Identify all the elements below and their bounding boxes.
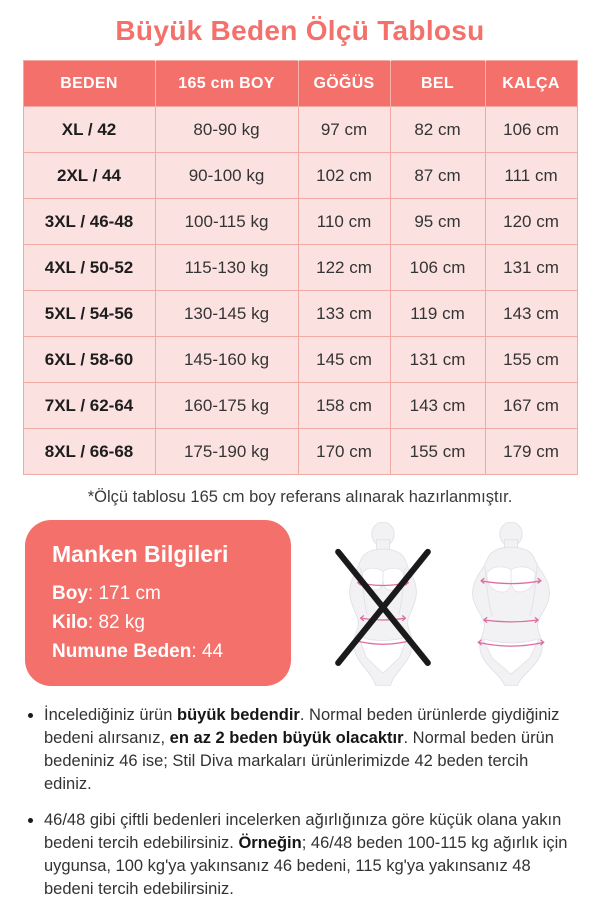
hip-cell: 111 cm <box>485 153 577 199</box>
waist-cell: 87 cm <box>390 153 485 199</box>
weight-cell: 175-190 kg <box>155 429 298 475</box>
size-cell: 3XL / 46-48 <box>23 199 155 245</box>
table-row <box>23 153 577 199</box>
hip-cell: 120 cm <box>485 199 577 245</box>
size-cell: 8XL / 66-68 <box>23 429 155 475</box>
header-boy: 165 cm BOY <box>155 61 298 107</box>
model-field-value: : 44 <box>191 641 224 662</box>
table-row <box>23 383 577 429</box>
header-gogus: GÖĞÜS <box>298 61 390 107</box>
header-bel: BEL <box>390 61 485 107</box>
crossed-slim-figure-illustration <box>327 522 439 690</box>
size-cell: 2XL / 44 <box>23 153 155 199</box>
waist-cell: 95 cm <box>390 199 485 245</box>
size-cell: XL / 42 <box>23 107 155 153</box>
model-sample-size-field <box>52 637 271 666</box>
table-header-row <box>23 61 577 107</box>
weight-cell: 115-130 kg <box>155 245 298 291</box>
bust-cell: 170 cm <box>298 429 390 475</box>
weight-cell: 145-160 kg <box>155 337 298 383</box>
hip-cell: 155 cm <box>485 337 577 383</box>
model-field-value: : 171 cm <box>87 583 161 604</box>
weight-cell: 80-90 kg <box>155 107 298 153</box>
header-beden: BEDEN <box>23 61 155 107</box>
size-cell: 7XL / 62-64 <box>23 383 155 429</box>
waist-cell: 155 cm <box>390 429 485 475</box>
size-cell: 6XL / 58-60 <box>23 337 155 383</box>
weight-cell: 90-100 kg <box>155 153 298 199</box>
header-kalca: KALÇA <box>485 61 577 107</box>
model-field-label: Numune Beden <box>52 641 192 662</box>
bust-cell: 145 cm <box>298 337 390 383</box>
size-cell: 4XL / 50-52 <box>23 245 155 291</box>
table-row <box>23 199 577 245</box>
table-row <box>23 291 577 337</box>
weight-cell: 130-145 kg <box>155 291 298 337</box>
bust-cell: 122 cm <box>298 245 390 291</box>
waist-cell: 131 cm <box>390 337 485 383</box>
figure-illustrations <box>327 522 567 690</box>
sizing-notes-list <box>0 704 600 900</box>
hip-cell: 131 cm <box>485 245 577 291</box>
bust-cell: 158 cm <box>298 383 390 429</box>
table-row <box>23 107 577 153</box>
waist-cell: 82 cm <box>390 107 485 153</box>
hip-cell: 143 cm <box>485 291 577 337</box>
bust-cell: 110 cm <box>298 199 390 245</box>
sizing-note-item: • İncelediğiniz ürün büyük bedendir. Normal beden ürünlerde giydiğiniz bedeni alırsanız, en az 2 beden büyük olacaktır. Normal beden ürün bedeniniz 46 ise; Stil Diva markaları ürünlerimizde 42 beden tercih ediniz. <box>44 704 578 796</box>
table-row <box>23 245 577 291</box>
table-row <box>23 337 577 383</box>
plus-size-figure-illustration <box>455 522 567 690</box>
size-chart-page <box>0 15 600 900</box>
bust-cell: 102 cm <box>298 153 390 199</box>
waist-cell: 119 cm <box>390 291 485 337</box>
model-height-field <box>52 579 271 608</box>
weight-cell: 160-175 kg <box>155 383 298 429</box>
waist-cell: 106 cm <box>390 245 485 291</box>
model-info-section <box>0 520 600 690</box>
table-row <box>23 429 577 475</box>
model-field-value: : 82 kg <box>87 612 145 633</box>
hip-cell: 106 cm <box>485 107 577 153</box>
size-cell: 5XL / 54-56 <box>23 291 155 337</box>
sizing-note-item: • 46/48 gibi çiftli bedenleri incelerken ağırlığınıza göre küçük olana yakın bedeni tercih edebilirsiniz. Örneğin; 46/48 beden 100-115 kg ağırlık için uygunsa, 100 kg'ya yakınsanız 46 bedeni, 115 kg'ya yakınsanız 48 bedeni tercih edebilirsiniz. <box>44 809 578 900</box>
weight-cell: 100-115 kg <box>155 199 298 245</box>
page-title: Büyük Beden Ölçü Tablosu <box>115 15 485 46</box>
model-info-title: Manken Bilgileri <box>52 541 229 567</box>
reference-note: *Ölçü tablosu 165 cm boy referans alınarak hazırlanmıştır. <box>87 488 513 506</box>
model-field-label: Boy <box>52 583 88 604</box>
size-table <box>23 60 578 475</box>
model-info-card <box>25 520 291 686</box>
bust-cell: 97 cm <box>298 107 390 153</box>
model-field-label: Kilo <box>52 612 88 633</box>
model-weight-field <box>52 608 271 637</box>
bust-cell: 133 cm <box>298 291 390 337</box>
waist-cell: 143 cm <box>390 383 485 429</box>
hip-cell: 179 cm <box>485 429 577 475</box>
hip-cell: 167 cm <box>485 383 577 429</box>
